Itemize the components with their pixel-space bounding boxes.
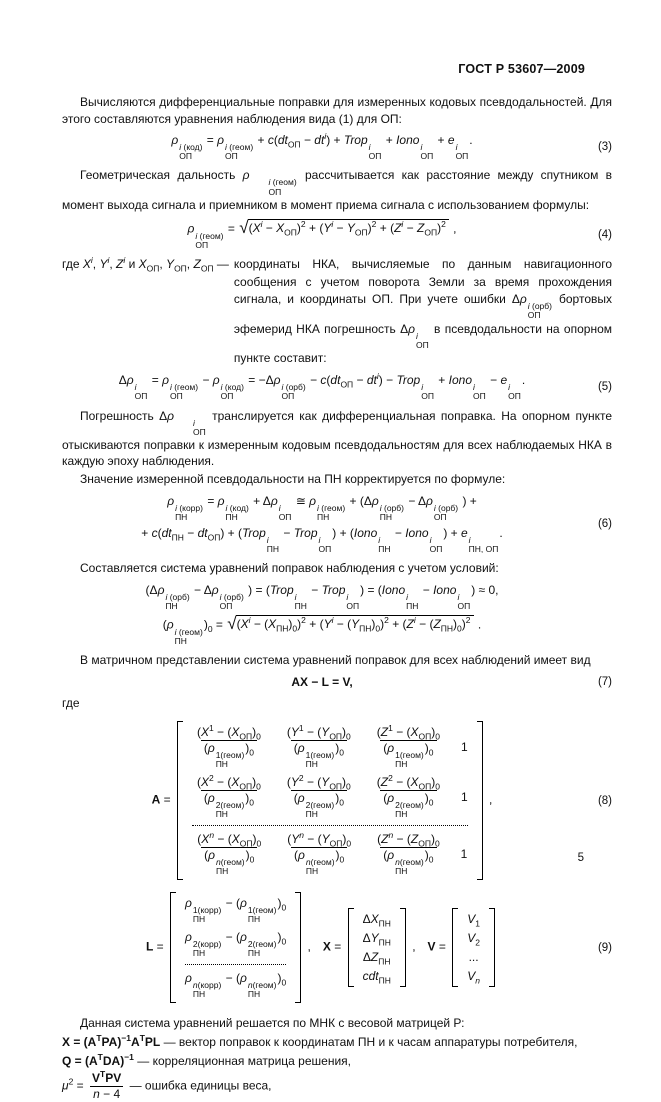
radical-sign: √ (239, 218, 249, 238)
paragraph-matrix-form: В матричном представлении система уравнений поправок для всех наблюдений имеет вид (80, 653, 591, 668)
equation-number: (9) (597, 941, 612, 954)
sup-sub-stack: 1(геом) ПН (305, 750, 335, 770)
paragraph-intro-corrections: Вычисляются дифференциальные поправки для измеренных кодовых псевдодальностей. Для этого составляются уравнения наблюдения вида (1) для ОП: (62, 95, 612, 126)
sup-sub-stack: n(геом) ПН (305, 856, 335, 877)
matrix-row (192, 725, 468, 769)
line-mu-weight-error: $\mu^2$ = $\frac{V^TPV}{n - 4}$ — ошибка единицы веса, (62, 1068, 272, 1101)
sup-sub-stack: i ОП (193, 417, 206, 437)
matrix-row (467, 969, 480, 986)
sup-sub-stack: i (геом) ОП (268, 177, 297, 197)
sup-sub-stack: 2(геом) ПН (395, 799, 424, 819)
equation-3 (62, 133, 612, 161)
sup-sub-stack: i ОП (420, 142, 434, 162)
sup-sub-stack: i (геом) ОП (225, 142, 254, 162)
equation-number: (4) (597, 228, 612, 241)
fraction: ($Z^1 - (X_{ОП})_0$ (ρ 1(геом) ПН )$_0$ (376, 723, 441, 770)
matrix-cell (192, 772, 266, 819)
matrix-cell: $V_n$ (467, 969, 480, 986)
matrix (177, 721, 483, 880)
sup-sub-stack: i (корр) ПН (175, 502, 203, 522)
sup-sub-stack: i (геом) ОП (195, 231, 224, 251)
sup-sub-stack: n(геом) ПН (395, 856, 424, 877)
matrix-row (185, 971, 286, 999)
sup-sub-stack: 1(геом) ПН (395, 750, 424, 770)
formula-line: ρ i (код) ОП = ρ i (геом) ОП + $c(dt_{ОП} - dt^i)$ + Trop i ОП + Iono i ОП + e i ОП . (171, 131, 473, 162)
equation-number: (5) (597, 381, 612, 394)
matrix-row (362, 969, 391, 986)
paragraph-geometric-range: Геометрическая дальность ρ i (геом) ОП рассчитывается как расстояние между спутником в момент выхода сигнала и приемником в момент приема сигнала с использованием формулы: (62, 168, 612, 212)
sup-sub-stack: i (код) ОП (220, 382, 244, 402)
sup-sub-stack: i (орб) ОП (433, 502, 459, 522)
matrix-cell (192, 829, 266, 877)
sup-sub-stack: i (код) ОП (179, 142, 203, 162)
matrix-cell: $V_2$ (467, 931, 480, 948)
matrix-bracket-right (477, 721, 483, 880)
sup-sub-stack: i ПН (266, 534, 280, 555)
matrix-cell: cdt$_{ПН}$ (362, 969, 391, 986)
fraction: $\frac{V^TPV}{n - 4}$ (92, 1068, 122, 1101)
sup-sub-stack: n(геом) ПН (247, 980, 277, 1000)
sup-sub-stack: i (геом) ПН (317, 502, 346, 522)
radical: √ $(X^i - X_{ОП})^2 + (Y^i - Y_{ОП})^2 + (Z^i - Z_{ОП})^2$ (239, 219, 449, 235)
matrix-cell: $V_1$ (467, 912, 480, 929)
matrix-cell: $\Delta X_{ПН}$ (362, 912, 391, 929)
where-description: координаты НКА, вычисляемые по данным навигационного сообщения с учетом поворота Земли за время прохождения сигнала, и координаты ОП. При учете ошибки Δρ i (орб) ОП бортовых эфемерид НКА погрешность Δρ i ОП в псевдодальности на опорном пункте составит: (233, 257, 612, 365)
equation-number: (7) (597, 675, 612, 688)
sup-sub-stack: i (орб) ПН (165, 591, 190, 611)
sup-sub-stack: i (геом) ОП (169, 382, 199, 402)
fraction: ($Y^2 - (Y_{ОП})_0$ (ρ 2(геом) ПН )$_0$ (286, 772, 351, 819)
where-variables: где $X^i$, $Y^i$, $Z^i$ и $X_{ОП}$, $Y_{ОП}$, $Z_{ОП}$ — (62, 255, 229, 274)
matrix-cell: ρ 1(корр) ПН − (ρ 1(геом) ПН )$_0$ (185, 896, 287, 925)
equation-number: (6) (597, 517, 612, 530)
sup-sub-stack: i ПН (406, 591, 419, 611)
equation-5 (62, 373, 612, 401)
formula-line: Δρ i ОП = ρ i (геом) ОП − ρ i (код) ОП = −Δρ i (орб) ОП − $c(dt_{ОП} - dt^i)$ − Trop i ОП + Iono i ОП − e i ОП . (118, 371, 526, 402)
matrix-row (467, 950, 480, 964)
sup-sub-stack: i ОП (415, 330, 429, 350)
matrix-row (467, 931, 480, 948)
sup-sub-stack: i (орб) ОП (219, 591, 244, 611)
fraction: ($X^2 - (X_{ОП})_0$ (ρ 2(геом) ПН )$_0$ (196, 772, 261, 819)
sup-sub-stack: i (орб) ОП (527, 301, 552, 321)
line-q-matrix: $Q = (A^TDA)^{-1}$ — корреляционная матрица решения, (62, 1051, 351, 1068)
matrix-dots-row (185, 964, 286, 965)
sup-sub-stack: i ОП (318, 534, 332, 555)
formula-line: AX − L = V, (291, 674, 353, 689)
matrix (348, 908, 406, 987)
matrix-cell: 1 (460, 847, 468, 862)
equation-6 (62, 494, 612, 555)
radical-sign: √ (227, 613, 237, 633)
formula-line: (Δρ i (орб) ПН − Δρ i (орб) ОП ) = (Trop i ПН − Trop i ОП ) = (Iono i ПН − Iono i ОП ) ≈ 0, (145, 582, 499, 611)
sup-sub-stack: n(геом) ПН (216, 856, 245, 877)
matrix (452, 908, 495, 987)
page-content (62, 94, 612, 1102)
paragraph-error-translation: Погрешность Δρ i ОП транслируется как дифференциальная поправка. На опорном пункте отыскиваются поправки к измеренным кодовым псевдодальностям для всех наблюдаемых НКА в каждую эпоху наблюдения. (62, 408, 612, 469)
doc-code-header: ГОСТ Р 53607—2009 (458, 62, 585, 76)
sup-sub-stack: i ОП (278, 502, 292, 522)
matrix-row (467, 912, 480, 929)
matrix-dots-row (192, 825, 468, 826)
equation-9 (62, 892, 612, 1003)
sup-sub-stack: i (код) ПН (225, 502, 249, 522)
matrix-cell: 1 (461, 740, 468, 755)
matrix-row (362, 912, 391, 929)
page-number: 5 (577, 852, 584, 864)
matrix-cell (282, 829, 356, 877)
matrix (170, 892, 301, 1003)
formula-line: L = ρ 1(корр) ПН − (ρ 1(геом) ПН )$_0$ ρ 2(корр) ПН − (ρ 2(геом) ПН )$_0$ ρ n(корр) ПН − (ρ n(геом) ПН )$_0$ , X = $\Delta X_{ПН}$ $\Delta Y_{ПН}$ $\Delta Z_{ПН}$ cdt$_{ПН}$ , V = $V_1$ $V_2$ ... $V_n$ (146, 892, 498, 1003)
radical: √ $(X^i - (X_{ПН})_0)^2 + (Y^i - (Y_{ПН})_0)^2 + (Z^i - (Z_{ПН})_0)^2$ (227, 615, 473, 631)
matrix-cell (372, 772, 445, 819)
matrix-row (185, 930, 286, 958)
fraction: ($Z^n - (Z_{ОП})_0$ (ρ n(геом) ПН )$_0$ (377, 829, 440, 877)
sup-sub-stack: i ОП (457, 591, 471, 611)
sup-sub-stack: i ОП (368, 142, 382, 162)
equation-8 (62, 721, 612, 880)
matrix-cell: $\Delta Y_{ПН}$ (362, 931, 391, 948)
sup-sub-stack: i ОП (429, 534, 443, 555)
line-x-solution: $X = (A^TPA)^{-1}A^TPL$ — вектор поправок к координатам ПН и к часам аппаратуры потребителя, (62, 1032, 578, 1049)
matrix-bracket-right (400, 908, 406, 987)
sup-sub-stack: i ОП (421, 382, 434, 402)
sup-sub-stack: i (орб) ПН (379, 502, 404, 522)
paragraph-system-conditions: Составляется система уравнений поправок наблюдения с учетом условий: (80, 561, 499, 576)
sup-sub-stack: 2(геом) ПН (215, 799, 245, 819)
equation-number: (3) (597, 141, 612, 154)
sup-sub-stack: n(корр) ПН (192, 980, 222, 1000)
matrix-cell (192, 725, 266, 769)
formula-line: ρ i (корр) ПН = ρ i (код) ПН + Δρ i ОП ≅ ρ i (геом) ПН + (Δρ i (орб) ПН − Δρ i (орб) ОП ) + (167, 493, 477, 522)
matrix-row (185, 896, 286, 924)
paragraph-mnk-solution: Данная система уравнений решается по МНК с весовой матрицей Р: (80, 1016, 465, 1031)
matrix-row (362, 931, 391, 948)
sup-sub-stack: i ОП (508, 382, 521, 402)
equation-7 (62, 675, 612, 689)
fraction: ($X^1 - (X_{ОП})_0$ (ρ 1(геом) ПН )$_0$ (196, 723, 261, 770)
equation-number: (8) (597, 794, 612, 807)
sup-sub-stack: i ПН (294, 591, 307, 611)
matrix-cell (282, 772, 356, 819)
sup-sub-stack: i ОП (134, 382, 148, 402)
matrix-cell: ... (468, 950, 479, 965)
matrix-cell (372, 829, 445, 877)
formula-line: + $c(dt_{ПН} - dt_{ОП})$ + (Trop i ПН − Trop i ОП ) + (Iono i ПН − Iono i ОП ) + e i ПН, ОП . (141, 525, 503, 555)
equation-conditions (62, 583, 612, 646)
fraction: ($X^n - (X_{ОП})_0$ (ρ n(геом) ПН )$_0$ (197, 829, 262, 877)
sup-sub-stack: 2(геом) ПН (305, 799, 335, 819)
matrix-cell (282, 725, 356, 769)
equation-4 (62, 219, 612, 250)
sup-sub-stack: 1(геом) ПН (215, 750, 245, 770)
matrix-bracket-right (295, 892, 301, 1003)
matrix-cell (372, 725, 445, 769)
matrix-bracket-right (489, 908, 495, 987)
sup-sub-stack: i ПН, ОП (468, 534, 499, 555)
paragraph-pn-correction: Значение измеренной псевдодальности на ПН корректируется по формуле: (80, 472, 506, 487)
sup-sub-stack: 1(корр) ПН (192, 905, 222, 925)
sup-sub-stack: i (орб) ОП (281, 382, 306, 402)
matrix-cell: 1 (461, 789, 468, 804)
sup-sub-stack: 2(геом) ПН (247, 938, 277, 958)
sup-sub-stack: 2(корр) ПН (192, 938, 222, 958)
formula-line: (ρ i (геом) ПН )$_0$ = √ $(X^i - (X_{ПН})_0)^2 + (Y^i - (Y_{ПН})_0)^2 + (Z^i - (Z_{ПН})_0)^2$ . (162, 613, 482, 647)
where-definition-block (62, 256, 612, 367)
matrix-row (192, 829, 468, 877)
fraction: ($Z^2 - (X_{ОП})_0$ (ρ 2(геом) ПН )$_0$ (376, 772, 441, 819)
fraction: ($Y^1 - (Y_{ОП})_0$ (ρ 1(геом) ПН )$_0$ (286, 723, 351, 770)
sup-sub-stack: 1(геом) ПН (247, 905, 277, 925)
sup-sub-stack: i ПН (378, 534, 391, 555)
fraction: ($Y^n - (Y_{ОП})_0$ (ρ n(геом) ПН )$_0$ (287, 829, 352, 877)
paragraph-where: где (62, 695, 80, 710)
matrix-cell: $\Delta Z_{ПН}$ (362, 950, 391, 967)
sup-sub-stack: i (геом) ПН (174, 626, 203, 647)
formula-line: A = ($X^1 - (X_{ОП})_0$ (ρ 1(геом) ПН )$_0$ ($Y^1 - (Y_{ОП})_0$ (ρ 1(геом) ПН )$_0$ ($Z^1 - (X_{ОП})_0$ (ρ 1(геом) ПН )$_0$ 1 ($X^2 - (X_{ОП})_0$ (ρ 2(геом) ПН )$_0$ ($Y^2 - (Y_{ОП})_0$ (ρ 2(геом) ПН )$_0$ ($Z^2 - (X_{ОП})_0$ (ρ 2(геом) ПН )$_0$ 1 ($X^n - (X_{ОП})_0$ (ρ n(геом) ПН )$_0$ ($Y^n - (Y_{ОП})_0$ (ρ n(геом) ПН )$_0$ ($Z^n - (Z_{ОП})_0$ (ρ n(геом) ПН )$_0$ 1 , (152, 721, 493, 880)
matrix-row (192, 772, 468, 819)
sup-sub-stack: i ОП (346, 591, 360, 611)
formula-line: ρ i (геом) ОП = √ $(X^i - X_{ОП})^2 + (Y^i - Y_{ОП})^2 + (Z^i - Z_{ОП})^2$ , (187, 218, 457, 251)
matrix-row (362, 950, 391, 967)
matrix-cell: ρ 2(корр) ПН − (ρ 2(геом) ПН )$_0$ (185, 929, 287, 958)
sup-sub-stack: i ОП (473, 382, 486, 402)
sup-sub-stack: i ОП (455, 142, 469, 162)
matrix-cell: ρ n(корр) ПН − (ρ n(геом) ПН )$_0$ (185, 971, 287, 1000)
